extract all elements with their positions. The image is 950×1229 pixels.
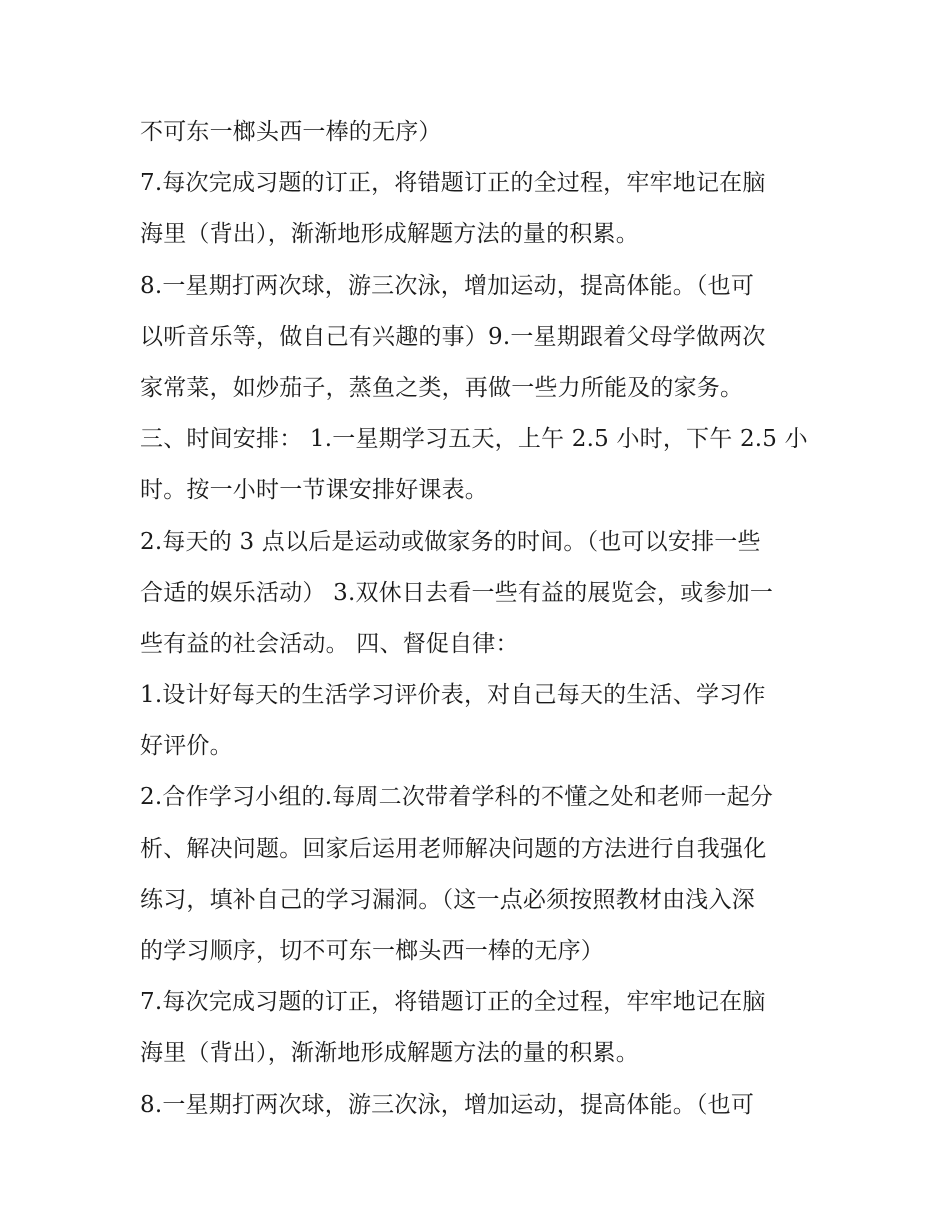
text-line: 海里（背出），渐渐地形成解题方法的量的积累。 (140, 221, 639, 248)
text-line: 些有益的社会活动。 四、督促自律： (140, 630, 519, 657)
text-line: 以听音乐等，做自己有兴趣的事）9.一星期跟着父母学做两次 (140, 323, 766, 350)
text-line: 不可东一榔头西一棒的无序） (140, 119, 442, 145)
text-line: 家常菜，如炒茄子，蒸鱼之类，再做一些力所能及的家务。 (140, 374, 744, 401)
text-line: 1.设计好每天的生活学习评价表，对自己每天的生活、学习作 (140, 682, 766, 709)
text-line: 7.每次完成习题的订正，将错题订正的全过程，牢牢地记在脑 (140, 170, 766, 197)
text-line: 8.一星期打两次球，游三次泳，增加运动，提高体能。（也可 (140, 272, 755, 299)
text-line: 三、时间安排： 1.一星期学习五天，上午 2.5 小时，下午 2.5 小 (140, 426, 808, 453)
text-line: 2.每天的 3 点以后是运动或做家务的时间。（也可以安排一些 (140, 528, 761, 555)
text-line: 海里（背出），渐渐地形成解题方法的量的积累。 (140, 1040, 639, 1067)
text-line: 7.每次完成习题的订正，将错题订正的全过程，牢牢地记在脑 (140, 989, 766, 1016)
text-line: 8.一星期打两次球，游三次泳，增加运动，提高体能。（也可 (140, 1091, 755, 1118)
text-line: 2.合作学习小组的.每周二次带着学科的不懂之处和老师一起分 (140, 784, 774, 811)
text-line: 好评价。 (140, 733, 233, 760)
text-line: 的学习顺序，切不可东一榔头西一棒的无序） (140, 938, 604, 964)
text-line: 析、解决问题。回家后运用老师解决问题的方法进行自我强化 (140, 835, 767, 862)
text-line: 合适的娱乐活动） 3.双休日去看一些有益的展览会，或参加一 (140, 579, 774, 606)
text-line: 练习，填补自己的学习漏洞。（这一点必须按照教材由浅入深 (140, 886, 755, 913)
document-body (140, 107, 830, 1131)
text-line: 时。按一小时一节课安排好课表。 (140, 477, 488, 504)
